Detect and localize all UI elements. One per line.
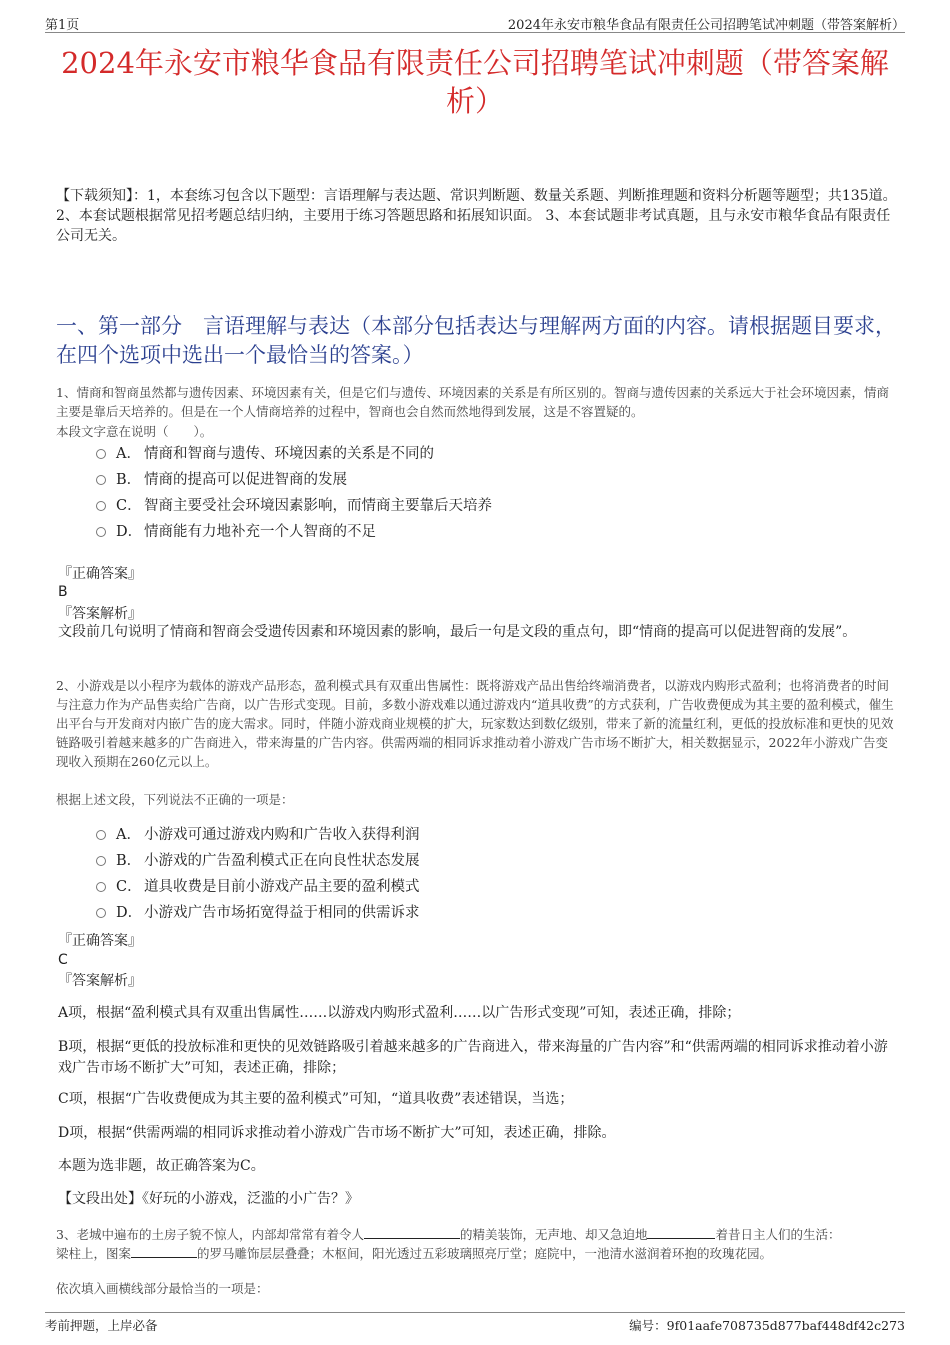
question-3-stem: 3、老城中遍布的土房子貌不惊人，内部却常常有着令人 的精美装饰，无声地、却又急迫地 着昔日主人们的生活： 梁柱上，图案 的罗马雕饰层层叠叠；木枢间，阳光透过五彩玻璃照亮厅堂；庭院中，一池清水滋润着环抱的玫瑰花园。 bbox=[56, 1227, 841, 1261]
question-1-option-d[interactable]: D． 情商能有力地补充一个人智商的不足 bbox=[96, 522, 376, 542]
analysis-conclusion: 本题为选非题，故正确答案为C。 bbox=[58, 1158, 265, 1174]
question-1-answer-label: 『正确答案』 bbox=[58, 566, 142, 582]
question-1-stem: 1、情商和智商虽然都与遗传因素、环境因素有关，但是它们与遗传、环境因素的关系是有所区别的。智商与遗传因素的关系远大于社会环境因素，情商主要是靠后天培养的。但是在一个人情商培养的过程中，智商也会自然而然地得到发展，这是不容置疑的。 bbox=[56, 385, 889, 419]
question-1-option-a[interactable]: A． 情商和智商与遗传、环境因素的关系是不同的 bbox=[96, 444, 434, 464]
radio-icon[interactable] bbox=[96, 475, 106, 485]
question-1-answer: B bbox=[58, 584, 68, 600]
radio-icon[interactable] bbox=[96, 501, 106, 511]
question-2-stem: 2、小游戏是以小程序为载体的游戏产品形态，盈利模式具有双重出售属性：既将游戏产品出售给终端消费者，以游戏内购形式盈利；也将消费者的时间与注意力作为产品售卖给广告商，以广告形式变现。目前，多数小游戏难以通过游戏内“道具收费”的方式获利，广告收费便成为其主要的盈利模式，催生出平台与开发商对内嵌广告的庞大需求。同时，伴随小游戏商业规模的扩大，玩家数达到数亿级别，带来了新的流量红利，更低的投放标准和更快的见效链路吸引着越来越多的广告商进入，带来海量的广告内容。供需两端的相同诉求推动着小游戏广告市场不断扩大，相关数据显示，2022年小游戏广告变现收入预期在260亿元以上。 bbox=[56, 678, 894, 769]
question-2-option-d[interactable]: D． 小游戏广告市场拓宽得益于相同的供需诉求 bbox=[96, 903, 420, 923]
question-1-option-b[interactable]: B． 情商的提高可以促进智商的发展 bbox=[96, 470, 347, 490]
analysis-item-c: C项，根据“广告收费便成为其主要的盈利模式”可知，“道具收费”表述错误，当选； bbox=[58, 1091, 574, 1107]
analysis-item-b: B项，根据“更低的投放标准和更快的见效链路吸引着越来越多的广告商进入，带来海量的广告内容”和“供需两端的相同诉求推动着小游戏广告市场不断扩大”可知，表述正确，排除； bbox=[58, 1039, 888, 1076]
page-header bbox=[45, 14, 905, 33]
question-1-prompt: 本段文字意在说明（ ）。 bbox=[56, 424, 213, 439]
question-1-analysis-label: 『答案解析』 bbox=[58, 606, 142, 622]
fill-blank-1[interactable] bbox=[364, 1226, 460, 1239]
question-2-analysis-label: 『答案解析』 bbox=[58, 973, 142, 989]
analysis-item-a: A项，根据“盈利模式具有双重出售属性……以游戏内购形式盈利……以广告形式变现”可知，表述正确，排除； bbox=[58, 1005, 741, 1021]
question-2-answer: C bbox=[58, 952, 68, 968]
fill-blank-2[interactable] bbox=[647, 1226, 715, 1239]
question-2-option-b[interactable]: B． 小游戏的广告盈利模式正在向良性状态发展 bbox=[96, 851, 420, 871]
radio-icon[interactable] bbox=[96, 527, 106, 537]
question-2-option-c[interactable]: C． 道具收费是目前小游戏产品主要的盈利模式 bbox=[96, 877, 420, 897]
download-notice: 【下载须知】：1，本套练习包含以下题型：言语理解与表达题、常识判断题、数量关系题、判断推理题和资料分析题等题型；共135道。 2、本套试题根据常见招考题总结归纳，主要用于练习答题思路和拓展知识面。 3、本套试题非考试真题，且与永安市粮华食品有限责任公司无关。 bbox=[56, 188, 897, 244]
document-id: 编号：9f01aafe708735d877baf448df42c273 bbox=[629, 1318, 905, 1333]
analysis-item-d: D项，根据“供需两端的相同诉求推动着小游戏广告市场不断扩大”可知，表述正确，排除。 bbox=[58, 1125, 616, 1141]
page-number: 第1页 bbox=[45, 18, 80, 33]
radio-icon[interactable] bbox=[96, 449, 106, 459]
header-doc-title: 2024年永安市粮华食品有限责任公司招聘笔试冲刺题（带答案解析） bbox=[507, 18, 905, 33]
passage-source: 【文段出处】《好玩的小游戏，泛滥的小广告？》 bbox=[58, 1191, 359, 1207]
radio-icon[interactable] bbox=[96, 830, 106, 840]
question-2-answer-label: 『正确答案』 bbox=[58, 933, 142, 949]
page-footer bbox=[45, 1312, 905, 1333]
question-1-option-c[interactable]: C． 智商主要受社会环境因素影响，而情商主要靠后天培养 bbox=[96, 496, 492, 516]
radio-icon[interactable] bbox=[96, 856, 106, 866]
fill-blank-3[interactable] bbox=[131, 1245, 197, 1258]
question-1-analysis: 文段前几句说明了情商和智商会受遗传因素和环境因素的影响，最后一句是文段的重点句，即“情商的提高可以促进智商的发展”。 bbox=[58, 624, 857, 640]
page-title: 2024年永安市粮华食品有限责任公司招聘笔试冲刺题（带答案解析） bbox=[61, 46, 889, 118]
radio-icon[interactable] bbox=[96, 882, 106, 892]
footer-slogan: 考前押题，上岸必备 bbox=[45, 1318, 158, 1333]
radio-icon[interactable] bbox=[96, 908, 106, 918]
question-3-prompt: 依次填入画横线部分最恰当的一项是： bbox=[56, 1281, 269, 1296]
question-2-prompt: 根据上述文段，下列说法不正确的一项是： bbox=[56, 792, 294, 807]
question-2-option-a[interactable]: A． 小游戏可通过游戏内购和广告收入获得利润 bbox=[96, 825, 420, 845]
section-heading: 一、第一部分 言语理解与表达（本部分包括表达与理解两方面的内容。请根据题目要求，在四个选项中选出一个最恰当的答案。） bbox=[56, 314, 896, 367]
